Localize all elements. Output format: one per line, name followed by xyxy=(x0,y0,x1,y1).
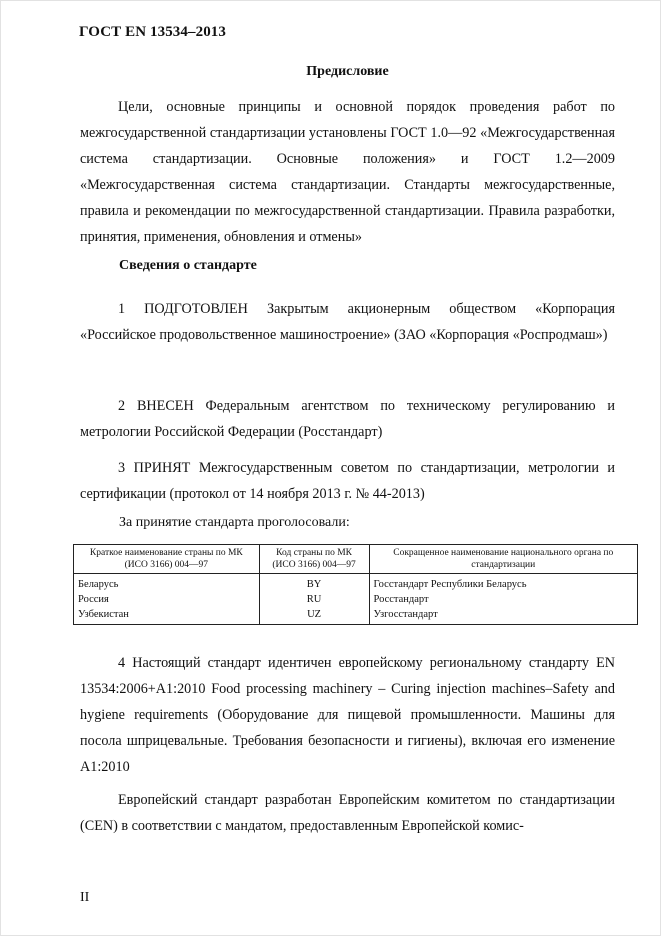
country-cell: Беларусь xyxy=(74,574,260,593)
country-code-cell: RU xyxy=(259,592,369,607)
column-header-code: Код страны по МК (ИСО 3166) 004—97 xyxy=(259,545,369,574)
standard-code-header: ГОСТ EN 13534–2013 xyxy=(79,24,226,40)
foreword-intro-paragraph: Цели, основные принципы и основной порядок проведения работ по межгосударственной стандартизации установлены ГОСТ 1.0—92 «Межгосударственная система стандартизации. Основные положения» и ГОСТ 1.2—2009 «Межгосударственная система стандартизации. Стандарты межгосударственные, правила и рекомендации по межгосударственной стандартизации. Правила разработки, принятия, применения, обновления и отмены» xyxy=(80,99,615,245)
standard-info-heading: Сведения о стандарте xyxy=(119,258,257,273)
info-item-3-adopted: 3 ПРИНЯТ Межгосударственным советом по стандартизации, метрологии и сертификации (протокол от 14 ноября 2013 г. № 44-2013) xyxy=(80,460,615,502)
country-cell: Россия xyxy=(74,592,260,607)
voting-countries-table xyxy=(73,544,638,625)
table-row xyxy=(74,574,638,593)
info-item-2-introduced: 2 ВНЕСЕН Федеральным агентством по техническому регулированию и метрологии Российской Федерации (Росстандарт) xyxy=(80,398,615,440)
page-number: II xyxy=(80,890,90,905)
standards-body-cell: Узгосстандарт xyxy=(369,607,638,625)
column-header-standards-body: Сокращенное наименование национального органа по стандартизации xyxy=(369,545,638,574)
foreword-title: Предисловие xyxy=(306,64,389,79)
table-header-row xyxy=(74,545,638,574)
vote-intro-line: За принятие стандарта проголосовали: xyxy=(119,515,350,530)
standards-body-cell: Росстандарт xyxy=(369,592,638,607)
table-row xyxy=(74,607,638,625)
info-item-4-identical: 4 Настоящий стандарт идентичен европейскому региональному стандарту EN 13534:2006+A1:2010 Food processing machinery – Curing injection machines–Safety and hygiene requirements (Оборудование для пищевой промышленности. Машины для посола шприцевальные. Требования безопасности и гигиены), включая его изменение A1:2010 xyxy=(80,655,615,775)
standards-body-cell: Госстандарт Республики Беларусь xyxy=(369,574,638,593)
table-row xyxy=(74,592,638,607)
country-code-cell: UZ xyxy=(259,607,369,625)
column-header-country: Краткое наименование страны по МК (ИСО 3166) 004—97 xyxy=(74,545,260,574)
cen-development-paragraph: Европейский стандарт разработан Европейским комитетом по стандартизации (CEN) в соответствии с мандатом, предоставленным Европейской комис- xyxy=(80,792,615,834)
country-code-cell: BY xyxy=(259,574,369,593)
info-item-1-prepared: 1 ПОДГОТОВЛЕН Закрытым акционерным обществом «Корпорация «Российское продовольственное машиностроение» (ЗАО «Корпорация «Роспродмаш») xyxy=(80,301,615,343)
country-cell: Узбекистан xyxy=(74,607,260,625)
